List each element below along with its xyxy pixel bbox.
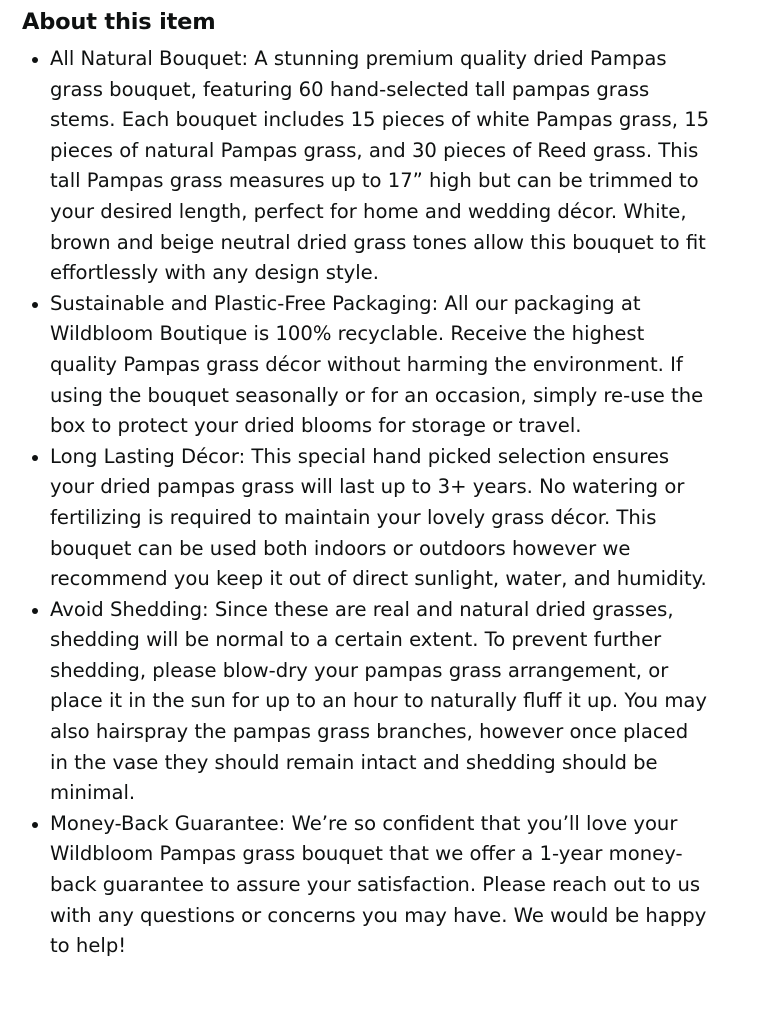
feature-bullet-long-lasting: • Long Lasting Décor: This special hand picked selection ensures your dried pampas grass will last up to 3+ years. No watering or fertilizing is required to maintain your lovely grass décor. This bouquet can be used both indoors or outdoors however we recommend you keep it out of direct sunlight, water, and humidity. <box>50 442 712 595</box>
feature-bullet-packaging: • Sustainable and Plastic-Free Packaging: All our packaging at Wildbloom Boutique is 100% recyclable. Receive the highest quality Pampas grass décor without harming the environment. If using the bouquet seasonally or for an occasion, simply re-use the box to protect your dried blooms for storage or travel. <box>50 289 712 442</box>
feature-bullet-guarantee: • Money-Back Guarantee: We’re so confident that you’ll love your Wildbloom Pampas grass bouquet that we offer a 1-year money-back guarantee to assure your satisfaction. Please reach out to us with any questions or concerns you may have. We would be happy to help! <box>50 809 712 962</box>
feature-bullet-shedding: • Avoid Shedding: Since these are real and natural dried grasses, shedding will be normal to a certain extent. To prevent further shedding, please blow-dry your pampas grass arrangement, or place it in the sun for up to an hour to naturally fluff it up. You may also hairspray the pampas grass branches, however once placed in the vase they should remain intact and shedding should be minimal. <box>50 595 712 809</box>
feature-bullet-list <box>22 44 712 962</box>
section-title: About this item <box>22 9 216 35</box>
feature-bullet-natural-bouquet: • All Natural Bouquet: A stunning premium quality dried Pampas grass bouquet, featuring 60 hand-selected tall pampas grass stems. Each bouquet includes 15 pieces of white Pampas grass, 15 pieces of natural Pampas grass, and 30 pieces of Reed grass. This tall Pampas grass measures up to 17” high but can be trimmed to your desired length, perfect for home and wedding décor. White, brown and beige neutral dried grass tones allow this bouquet to fit effortlessly with any design style. <box>50 44 712 289</box>
